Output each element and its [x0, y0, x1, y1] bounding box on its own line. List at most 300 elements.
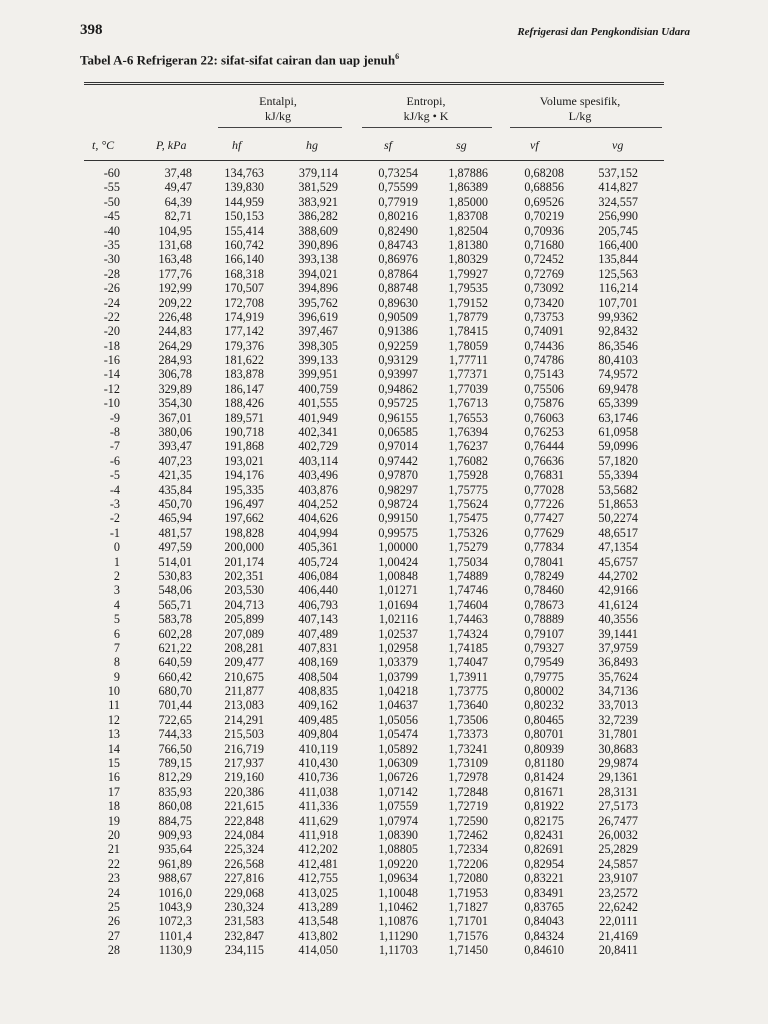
cell-sf: 1,10462 [378, 899, 418, 914]
cell-t: -28 [103, 266, 120, 281]
cell-sg: 1,76713 [448, 396, 488, 411]
cell-vf: 0,81671 [524, 784, 564, 799]
cell-vg: 20,8411 [598, 943, 638, 958]
table-row [0, 296, 768, 310]
cell-hg: 409,162 [298, 698, 338, 713]
cell-p: 367,01 [158, 410, 192, 425]
table-caption: Tabel A-6 Refrigeran 22: sifat-sifat cairan dan uap jenuh$^6$ [80, 52, 400, 68]
cell-hf: 183,878 [224, 367, 264, 382]
cell-vg: 74,9572 [598, 367, 638, 382]
cell-vg: 31,7801 [598, 727, 638, 742]
cell-p: 1072,3 [158, 914, 192, 929]
cell-hg: 413,548 [298, 914, 338, 929]
cell-hg: 386,282 [298, 209, 338, 224]
cell-vg: 32,7239 [598, 712, 638, 727]
cell-hg: 405,724 [298, 554, 338, 569]
cell-t: -2 [109, 511, 120, 526]
table-row [0, 555, 768, 569]
cell-hf: 209,477 [224, 655, 264, 670]
cell-sf: 1,08805 [378, 842, 418, 857]
cell-hg: 394,896 [298, 281, 338, 296]
table-row [0, 353, 768, 367]
cell-hf: 134,763 [224, 166, 264, 180]
cell-t: -35 [103, 237, 120, 252]
cell-vf: 0,83491 [524, 885, 564, 900]
cell-sg: 1,78059 [448, 338, 488, 353]
cell-hg: 412,481 [298, 856, 338, 871]
table-row [0, 727, 768, 741]
cell-hf: 179,376 [224, 338, 264, 353]
cell-t: 0 [113, 540, 120, 555]
cell-sg: 1,73506 [448, 712, 488, 727]
cell-sf: 1,02116 [378, 612, 418, 627]
cell-vg: 22,6242 [598, 899, 638, 914]
cell-sg: 1,78779 [448, 309, 488, 324]
cell-p: 1016,0 [158, 885, 192, 900]
cell-sg: 1,77711 [448, 353, 488, 368]
cell-vf: 0,83221 [524, 871, 564, 886]
cell-sg: 1,72848 [448, 784, 488, 799]
cell-vg: 50,2274 [598, 511, 638, 526]
cell-vg: 47,1354 [598, 540, 638, 555]
cell-sg: 1,76553 [448, 410, 488, 425]
cell-hf: 231,583 [224, 914, 264, 929]
col-header-vf: vf [530, 138, 539, 152]
cell-sf: 0,06585 [378, 425, 418, 440]
cell-vf: 0,80939 [524, 741, 564, 756]
cell-p: 701,44 [158, 698, 192, 713]
cell-p: 835,93 [158, 784, 192, 799]
cell-t: 18 [107, 799, 120, 814]
table-row [0, 411, 768, 425]
cell-p: 209,22 [158, 295, 192, 310]
cell-hf: 195,335 [224, 482, 264, 497]
cell-hf: 227,816 [224, 871, 264, 886]
cell-vf: 0,82691 [524, 842, 564, 857]
cell-vf: 0,84043 [524, 914, 564, 929]
cell-sg: 1,71450 [448, 943, 488, 958]
cell-hg: 404,252 [298, 496, 338, 511]
cell-hf: 200,000 [224, 540, 264, 555]
cell-hf: 191,868 [224, 439, 264, 454]
table-row [0, 612, 768, 626]
cell-vf: 0,73420 [524, 295, 564, 310]
top-rule [84, 82, 664, 83]
cell-vg: 35,7624 [598, 669, 638, 684]
cell-hg: 412,755 [298, 871, 338, 886]
cell-hf: 232,847 [224, 928, 264, 943]
cell-sf: 0,98724 [378, 496, 418, 511]
volume-group-line [510, 127, 662, 128]
cell-vf: 0,76831 [524, 468, 564, 483]
cell-p: 64,39 [164, 194, 192, 209]
cell-t: 5 [113, 612, 120, 627]
table-row [0, 195, 768, 209]
cell-vf: 0,80002 [524, 684, 564, 699]
table-row [0, 497, 768, 511]
cell-hg: 381,529 [298, 180, 338, 195]
cell-p: 935,64 [158, 842, 192, 857]
cell-sf: 1,00424 [378, 554, 418, 569]
cell-sf: 0,86976 [378, 252, 418, 267]
cell-sg: 1,75624 [448, 496, 488, 511]
cell-vf: 0,71680 [524, 237, 564, 252]
cell-t: -7 [109, 439, 120, 454]
cell-t: -1 [109, 525, 120, 540]
cell-hg: 410,430 [298, 756, 338, 771]
cell-vg: 65,3399 [598, 396, 638, 411]
cell-t: -8 [109, 425, 120, 440]
cell-sf: 0,75599 [378, 180, 418, 195]
table-row [0, 857, 768, 871]
cell-vf: 0,69526 [524, 194, 564, 209]
table-row [0, 756, 768, 770]
cell-vf: 0,74091 [524, 324, 564, 339]
cell-hg: 409,485 [298, 712, 338, 727]
cell-p: 49,47 [164, 180, 192, 195]
cell-hg: 404,626 [298, 511, 338, 526]
cell-sf: 0,97014 [378, 439, 418, 454]
cell-sg: 1,75279 [448, 540, 488, 555]
table-row [0, 209, 768, 223]
cell-hf: 230,324 [224, 899, 264, 914]
cell-p: 744,33 [158, 727, 192, 742]
cell-t: 14 [107, 741, 120, 756]
cell-hf: 211,877 [224, 684, 264, 699]
col-header-sf: sf [384, 138, 393, 152]
cell-sg: 1,73241 [448, 741, 488, 756]
cell-hg: 412,202 [298, 842, 338, 857]
cell-vf: 0,78889 [524, 612, 564, 627]
cell-sf: 1,02958 [378, 640, 418, 655]
cell-vg: 29,9874 [598, 756, 638, 771]
cell-sg: 1,83708 [448, 209, 488, 224]
table-row [0, 180, 768, 194]
cell-t: 10 [107, 684, 120, 699]
cell-sg: 1,71827 [448, 899, 488, 914]
table-row [0, 900, 768, 914]
cell-t: -55 [103, 180, 120, 195]
cell-t: -9 [109, 410, 120, 425]
cell-t: 26 [107, 914, 120, 929]
cell-sg: 1,78415 [448, 324, 488, 339]
cell-hf: 205,899 [224, 612, 264, 627]
cell-hg: 413,802 [298, 928, 338, 943]
cell-sg: 1,72080 [448, 871, 488, 886]
cell-sf: 1,07559 [378, 799, 418, 814]
cell-hg: 408,169 [298, 655, 338, 670]
table-row [0, 324, 768, 338]
cell-hf: 194,176 [224, 468, 264, 483]
cell-sf: 0,88748 [378, 281, 418, 296]
cell-p: 961,89 [158, 856, 192, 871]
cell-hg: 398,305 [298, 338, 338, 353]
cell-vf: 0,73753 [524, 309, 564, 324]
cell-p: 680,70 [158, 684, 192, 699]
cell-vf: 0,78673 [524, 597, 564, 612]
cell-sf: 0,77919 [378, 194, 418, 209]
cell-p: 789,15 [158, 756, 192, 771]
table-row [0, 627, 768, 641]
cell-sf: 1,02537 [378, 626, 418, 641]
cell-vf: 0,84324 [524, 928, 564, 943]
cell-hf: 221,615 [224, 799, 264, 814]
cell-sf: 0,93997 [378, 367, 418, 382]
table-row [0, 252, 768, 266]
table-row [0, 281, 768, 295]
cell-vf: 0,70219 [524, 209, 564, 224]
cell-t: 11 [108, 698, 120, 713]
cell-vg: 33,7013 [598, 698, 638, 713]
cell-vf: 0,76253 [524, 425, 564, 440]
cell-p: 722,65 [158, 712, 192, 727]
cell-t: -4 [109, 482, 120, 497]
cell-p: 354,30 [158, 396, 192, 411]
cell-vf: 0,74436 [524, 338, 564, 353]
cell-sf: 1,03379 [378, 655, 418, 670]
cell-p: 329,89 [158, 381, 192, 396]
cell-hf: 170,507 [224, 281, 264, 296]
cell-hf: 203,530 [224, 583, 264, 598]
cell-hg: 405,361 [298, 540, 338, 555]
cell-sf: 1,06309 [378, 756, 418, 771]
cell-hf: 222,848 [224, 813, 264, 828]
cell-sg: 1,79535 [448, 281, 488, 296]
cell-vf: 0,82954 [524, 856, 564, 871]
cell-hg: 406,084 [298, 568, 338, 583]
cell-hf: 210,675 [224, 669, 264, 684]
cell-hf: 225,324 [224, 842, 264, 857]
cell-hg: 407,143 [298, 612, 338, 627]
cell-sg: 1,76237 [448, 439, 488, 454]
cell-sg: 1,73640 [448, 698, 488, 713]
cell-p: 621,22 [158, 640, 192, 655]
cell-vg: 21,4169 [598, 928, 638, 943]
cell-sf: 0,73254 [378, 166, 418, 180]
cell-vf: 0,78041 [524, 554, 564, 569]
cell-hf: 220,386 [224, 784, 264, 799]
cell-vg: 59,0996 [598, 439, 638, 454]
top-rule-inner [84, 84, 664, 85]
cell-hf: 216,719 [224, 741, 264, 756]
cell-t: 1 [113, 554, 120, 569]
table-row [0, 670, 768, 684]
cell-hg: 407,831 [298, 640, 338, 655]
table-row [0, 238, 768, 252]
page-number: 398 [80, 22, 103, 38]
cell-vg: 63,1746 [598, 410, 638, 425]
cell-hg: 402,341 [298, 425, 338, 440]
cell-hg: 400,759 [298, 381, 338, 396]
cell-t: 13 [107, 727, 120, 742]
table-row [0, 439, 768, 453]
cell-sg: 1,87886 [448, 166, 488, 180]
table-body [0, 166, 768, 957]
cell-p: 435,84 [158, 482, 192, 497]
cell-t: -6 [109, 453, 120, 468]
cell-t: 19 [107, 813, 120, 828]
cell-vg: 116,214 [598, 281, 638, 296]
table-row [0, 166, 768, 180]
table-row [0, 828, 768, 842]
cell-vf: 0,79549 [524, 655, 564, 670]
cell-p: 583,78 [158, 612, 192, 627]
cell-hg: 410,119 [298, 741, 338, 756]
cell-vg: 27,5173 [598, 799, 638, 814]
cell-hf: 144,959 [224, 194, 264, 209]
cell-hf: 177,142 [224, 324, 264, 339]
cell-hg: 403,114 [298, 453, 338, 468]
cell-p: 104,95 [158, 223, 192, 238]
cell-hg: 411,918 [298, 827, 338, 842]
cell-t: -26 [103, 281, 120, 296]
cell-t: 23 [107, 871, 120, 886]
table-row [0, 310, 768, 324]
cell-p: 380,06 [158, 425, 192, 440]
cell-sf: 0,89630 [378, 295, 418, 310]
table-row [0, 454, 768, 468]
cell-t: 17 [107, 784, 120, 799]
cell-hg: 399,951 [298, 367, 338, 382]
cell-hg: 413,289 [298, 899, 338, 914]
cell-p: 131,68 [158, 237, 192, 252]
cell-vf: 0,81922 [524, 799, 564, 814]
cell-vf: 0,82431 [524, 827, 564, 842]
cell-p: 860,08 [158, 799, 192, 814]
cell-sf: 1,05056 [378, 712, 418, 727]
cell-sf: 1,00000 [378, 540, 418, 555]
cell-hf: 155,414 [224, 223, 264, 238]
cell-vg: 55,3394 [598, 468, 638, 483]
cell-vg: 26,7477 [598, 813, 638, 828]
cell-vg: 25,2829 [598, 842, 638, 857]
cell-sf: 1,01694 [378, 597, 418, 612]
table-row [0, 814, 768, 828]
cell-hf: 207,089 [224, 626, 264, 641]
cell-sf: 0,99575 [378, 525, 418, 540]
cell-vf: 0,79107 [524, 626, 564, 641]
table-row [0, 267, 768, 281]
cell-hf: 198,828 [224, 525, 264, 540]
cell-hg: 396,619 [298, 309, 338, 324]
cell-hf: 204,713 [224, 597, 264, 612]
cell-vf: 0,73092 [524, 281, 564, 296]
cell-t: -40 [103, 223, 120, 238]
cell-p: 514,01 [158, 554, 192, 569]
cell-hg: 408,835 [298, 684, 338, 699]
cell-hg: 395,762 [298, 295, 338, 310]
cell-vg: 125,563 [598, 266, 638, 281]
cell-hg: 411,038 [298, 784, 338, 799]
cell-sf: 1,09634 [378, 871, 418, 886]
cell-hg: 388,609 [298, 223, 338, 238]
cell-sg: 1,75475 [448, 511, 488, 526]
cell-sg: 1,75775 [448, 482, 488, 497]
cell-vg: 26,0032 [598, 827, 638, 842]
cell-p: 481,57 [158, 525, 192, 540]
cell-sg: 1,79927 [448, 266, 488, 281]
col-header-p: P, kPa [156, 138, 187, 152]
cell-hf: 217,937 [224, 756, 264, 771]
cell-p: 450,70 [158, 496, 192, 511]
cell-hg: 406,793 [298, 597, 338, 612]
cell-vf: 0,68856 [524, 180, 564, 195]
table-row [0, 914, 768, 928]
cell-vf: 0,84610 [524, 943, 564, 958]
cell-sf: 0,98297 [378, 482, 418, 497]
cell-sg: 1,74324 [448, 626, 488, 641]
cell-sg: 1,72719 [448, 799, 488, 814]
cell-hg: 399,133 [298, 353, 338, 368]
table-row [0, 742, 768, 756]
cell-sg: 1,73109 [448, 756, 488, 771]
table-row [0, 468, 768, 482]
cell-hf: 226,568 [224, 856, 264, 871]
cell-p: 660,42 [158, 669, 192, 684]
cell-hf: 224,084 [224, 827, 264, 842]
cell-sg: 1,74604 [448, 597, 488, 612]
cell-hf: 193,021 [224, 453, 264, 468]
table-row [0, 396, 768, 410]
cell-p: 226,48 [158, 309, 192, 324]
cell-t: -60 [103, 166, 120, 180]
cell-hg: 403,496 [298, 468, 338, 483]
cell-t: 6 [113, 626, 120, 641]
cell-hf: 190,718 [224, 425, 264, 440]
cell-vf: 0,77028 [524, 482, 564, 497]
col-header-sg: sg [456, 138, 467, 152]
cell-hg: 402,729 [298, 439, 338, 454]
cell-p: 766,50 [158, 741, 192, 756]
col-header-hf: hf [232, 138, 242, 152]
cell-sf: 0,96155 [378, 410, 418, 425]
cell-hg: 401,949 [298, 410, 338, 425]
cell-vg: 53,5682 [598, 482, 638, 497]
cell-p: 565,71 [158, 597, 192, 612]
cell-sf: 1,05892 [378, 741, 418, 756]
cell-vg: 51,8653 [598, 496, 638, 511]
cell-p: 82,71 [164, 209, 192, 224]
cell-t: -20 [103, 324, 120, 339]
table-row [0, 367, 768, 381]
cell-hf: 174,919 [224, 309, 264, 324]
table-row [0, 540, 768, 554]
cell-sf: 0,94862 [378, 381, 418, 396]
cell-hg: 394,021 [298, 266, 338, 281]
cell-t: 28 [107, 943, 120, 958]
cell-sg: 1,80329 [448, 252, 488, 267]
cell-sg: 1,77371 [448, 367, 488, 382]
volume-group-header: Volume spesifik, L/kg [539, 94, 621, 123]
cell-t: 4 [113, 597, 120, 612]
cell-vg: 414,827 [598, 180, 638, 195]
cell-sg: 1,74047 [448, 655, 488, 670]
enthalpy-group-line [218, 127, 342, 128]
cell-hf: 166,140 [224, 252, 264, 267]
cell-p: 548,06 [158, 583, 192, 598]
cell-hg: 404,994 [298, 525, 338, 540]
cell-t: -22 [103, 309, 120, 324]
cell-vg: 92,8432 [598, 324, 638, 339]
cell-vg: 39,1441 [598, 626, 638, 641]
cell-p: 909,93 [158, 827, 192, 842]
cell-vg: 69,9478 [598, 381, 638, 396]
cell-sg: 1,85000 [448, 194, 488, 209]
cell-vf: 0,68208 [524, 166, 564, 180]
cell-vf: 0,76063 [524, 410, 564, 425]
cell-hf: 219,160 [224, 770, 264, 785]
cell-vg: 135,844 [598, 252, 638, 267]
